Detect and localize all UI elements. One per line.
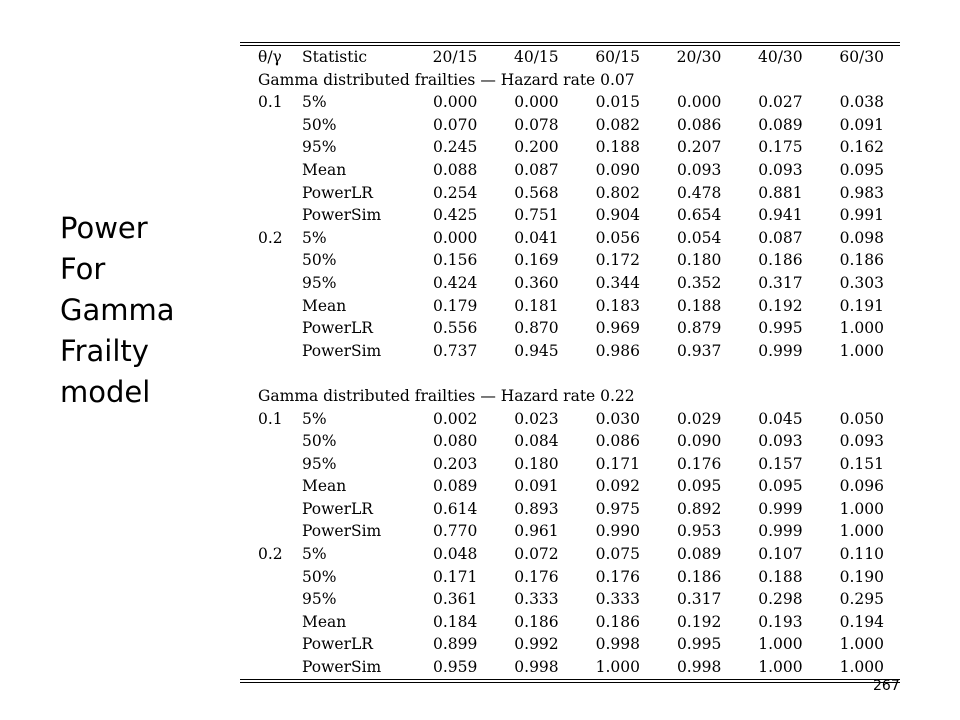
value-cell: 0.030 xyxy=(595,409,640,428)
theta-cell xyxy=(240,295,302,318)
value-cell: 0.190 xyxy=(839,567,884,586)
value-cell: 0.961 xyxy=(514,522,559,541)
value-cell: 0.181 xyxy=(514,296,559,315)
column-header: θ/γ xyxy=(258,48,282,66)
value-cell: 0.186 xyxy=(758,251,803,270)
table-body xyxy=(240,69,900,679)
value-cell: 0.186 xyxy=(676,567,722,586)
value-cell: 0.183 xyxy=(595,296,640,315)
theta-cell: 0.1 xyxy=(258,409,283,428)
table-row xyxy=(240,136,900,159)
value-cell: 0.089 xyxy=(432,477,478,496)
value-cell: 0.107 xyxy=(758,545,803,564)
statistic-cell: 50% xyxy=(302,251,337,270)
value-cell: 0.084 xyxy=(514,432,559,451)
theta-cell xyxy=(240,520,302,543)
value-cell: 0.175 xyxy=(758,138,803,157)
value-cell: 1.000 xyxy=(839,341,884,360)
value-cell: 0.188 xyxy=(595,138,640,157)
value-cell: 0.169 xyxy=(514,251,559,270)
slide-title-line: Power xyxy=(60,211,148,245)
statistic-cell: PowerSim xyxy=(302,206,382,225)
value-cell: 0.086 xyxy=(595,432,640,451)
value-cell: 0.945 xyxy=(514,341,559,360)
value-cell: 0.093 xyxy=(676,160,722,179)
value-cell: 0.999 xyxy=(758,341,803,360)
statistic-cell: 95% xyxy=(302,138,337,157)
value-cell: 0.303 xyxy=(839,273,884,292)
value-cell: 0.317 xyxy=(676,590,722,609)
table-row xyxy=(240,204,900,227)
value-cell: 0.344 xyxy=(595,273,640,292)
table-row xyxy=(240,475,900,498)
bottom-rule xyxy=(240,679,900,683)
table-row xyxy=(240,91,900,114)
value-cell: 0.171 xyxy=(595,454,640,473)
section-title: Gamma distributed frailties — Hazard rate 0.07 xyxy=(258,70,635,89)
column-header: Statistic xyxy=(302,48,368,66)
value-cell: 0.093 xyxy=(758,160,803,179)
value-cell: 0.188 xyxy=(758,567,803,586)
value-cell: 0.156 xyxy=(432,251,478,270)
value-cell: 0.424 xyxy=(432,273,478,292)
theta-cell: 0.2 xyxy=(258,228,283,247)
value-cell: 1.000 xyxy=(595,658,640,677)
theta-cell xyxy=(240,656,302,679)
statistic-cell: Mean xyxy=(302,296,347,315)
slide-title xyxy=(60,208,175,413)
value-cell: 0.054 xyxy=(676,228,722,247)
value-cell: 0.192 xyxy=(758,296,803,315)
table-row xyxy=(240,453,900,476)
column-header: 60/30 xyxy=(839,48,884,66)
statistic-cell: PowerSim xyxy=(302,658,382,677)
column-header: 60/15 xyxy=(595,48,640,66)
value-cell: 0.095 xyxy=(676,477,722,496)
value-cell: 0.317 xyxy=(758,273,803,292)
value-cell: 0.991 xyxy=(839,206,884,225)
slide-title-line: Gamma xyxy=(60,293,175,327)
value-cell: 0.078 xyxy=(514,115,559,134)
value-cell: 0.041 xyxy=(514,228,559,247)
value-cell: 0.333 xyxy=(514,590,559,609)
value-cell: 0.998 xyxy=(595,635,640,654)
value-cell: 0.995 xyxy=(676,635,722,654)
value-cell: 0.999 xyxy=(758,522,803,541)
value-cell: 0.770 xyxy=(432,522,478,541)
table-row xyxy=(240,633,900,656)
value-cell: 0.959 xyxy=(432,658,478,677)
value-cell: 0.023 xyxy=(514,409,559,428)
value-cell: 0.089 xyxy=(758,115,803,134)
value-cell: 0.194 xyxy=(839,612,884,631)
value-cell: 0.070 xyxy=(432,115,478,134)
results-table-container xyxy=(240,42,900,683)
theta-cell xyxy=(240,475,302,498)
statistic-cell: 5% xyxy=(302,545,327,564)
value-cell: 0.096 xyxy=(839,477,884,496)
value-cell: 0.095 xyxy=(758,477,803,496)
value-cell: 0.038 xyxy=(839,93,884,112)
value-cell: 0.881 xyxy=(758,183,803,202)
statistic-cell: 5% xyxy=(302,409,327,428)
theta-cell: 0.1 xyxy=(258,93,283,112)
statistic-cell: Mean xyxy=(302,612,347,631)
theta-cell xyxy=(240,633,302,656)
value-cell: 0.162 xyxy=(839,138,884,157)
table-row xyxy=(240,227,900,250)
theta-cell xyxy=(240,498,302,521)
statistic-cell: 50% xyxy=(302,567,337,586)
value-cell: 0.352 xyxy=(676,273,722,292)
theta-cell xyxy=(240,159,302,182)
value-cell: 0.091 xyxy=(839,115,884,134)
statistic-cell: 95% xyxy=(302,590,337,609)
value-cell: 0.151 xyxy=(839,454,884,473)
statistic-cell: PowerSim xyxy=(302,341,382,360)
value-cell: 0.737 xyxy=(432,341,478,360)
value-cell: 0.179 xyxy=(432,296,478,315)
value-cell: 0.176 xyxy=(595,567,640,586)
statistic-cell: PowerLR xyxy=(302,183,373,202)
value-cell: 0.086 xyxy=(676,115,722,134)
value-cell: 0.088 xyxy=(432,160,478,179)
value-cell: 0.087 xyxy=(758,228,803,247)
value-cell: 0.075 xyxy=(595,545,640,564)
table-row xyxy=(240,340,900,363)
value-cell: 0.986 xyxy=(595,341,640,360)
value-cell: 0.999 xyxy=(758,499,803,518)
theta-cell xyxy=(240,566,302,589)
table-row xyxy=(240,611,900,634)
value-cell: 1.000 xyxy=(758,658,803,677)
value-cell: 1.000 xyxy=(839,635,884,654)
value-cell: 0.893 xyxy=(514,499,559,518)
value-cell: 0.975 xyxy=(595,499,640,518)
value-cell: 0.027 xyxy=(758,93,803,112)
page-number: 267 xyxy=(873,678,900,694)
value-cell: 1.000 xyxy=(839,658,884,677)
results-table xyxy=(240,46,900,679)
value-cell: 0.176 xyxy=(676,454,722,473)
value-cell: 0.995 xyxy=(758,319,803,338)
value-cell: 0.254 xyxy=(432,183,478,202)
spacer-cell xyxy=(240,362,900,385)
value-cell: 1.000 xyxy=(839,319,884,338)
table-row xyxy=(240,543,900,566)
value-cell: 1.000 xyxy=(758,635,803,654)
value-cell: 0.191 xyxy=(839,296,884,315)
value-cell: 0.000 xyxy=(432,228,478,247)
table-row xyxy=(240,520,900,543)
value-cell: 0.998 xyxy=(514,658,559,677)
value-cell: 0.000 xyxy=(514,93,559,112)
statistic-cell: PowerLR xyxy=(302,499,373,518)
value-cell: 0.556 xyxy=(432,319,478,338)
column-header: 20/15 xyxy=(432,48,478,66)
table-row xyxy=(240,159,900,182)
value-cell: 0.203 xyxy=(432,454,478,473)
value-cell: 0.200 xyxy=(514,138,559,157)
value-cell: 0.904 xyxy=(595,206,640,225)
value-cell: 0.000 xyxy=(432,93,478,112)
table-row xyxy=(240,498,900,521)
theta-cell xyxy=(240,249,302,272)
theta-cell xyxy=(240,317,302,340)
theta-cell xyxy=(240,611,302,634)
value-cell: 0.180 xyxy=(676,251,722,270)
value-cell: 0.090 xyxy=(595,160,640,179)
value-cell: 0.095 xyxy=(839,160,884,179)
theta-cell xyxy=(240,588,302,611)
header-row xyxy=(240,46,900,69)
value-cell: 0.899 xyxy=(432,635,478,654)
value-cell: 0.879 xyxy=(676,319,722,338)
statistic-cell: 5% xyxy=(302,93,327,112)
theta-cell xyxy=(240,182,302,205)
value-cell: 0.110 xyxy=(839,545,884,564)
value-cell: 0.333 xyxy=(595,590,640,609)
value-cell: 0.091 xyxy=(514,477,559,496)
theta-cell xyxy=(240,136,302,159)
value-cell: 0.098 xyxy=(839,228,884,247)
theta-cell xyxy=(240,114,302,137)
table-row xyxy=(240,182,900,205)
statistic-cell: 50% xyxy=(302,432,337,451)
section-header-row xyxy=(240,385,900,408)
value-cell: 0.614 xyxy=(432,499,478,518)
value-cell: 0.992 xyxy=(514,635,559,654)
value-cell: 0.050 xyxy=(839,409,884,428)
value-cell: 0.093 xyxy=(839,432,884,451)
table-row xyxy=(240,656,900,679)
value-cell: 0.295 xyxy=(839,590,884,609)
theta-cell xyxy=(240,430,302,453)
value-cell: 0.188 xyxy=(676,296,722,315)
value-cell: 0.425 xyxy=(432,206,478,225)
theta-cell xyxy=(240,453,302,476)
value-cell: 0.045 xyxy=(758,409,803,428)
value-cell: 0.245 xyxy=(432,138,478,157)
value-cell: 0.092 xyxy=(595,477,640,496)
value-cell: 0.089 xyxy=(676,545,722,564)
column-header: 40/15 xyxy=(513,48,559,66)
value-cell: 0.176 xyxy=(514,567,559,586)
statistic-cell: 95% xyxy=(302,273,337,292)
value-cell: 0.361 xyxy=(432,590,478,609)
theta-cell: 0.2 xyxy=(258,545,283,564)
table-row xyxy=(240,295,900,318)
value-cell: 0.892 xyxy=(676,499,722,518)
table-row xyxy=(240,408,900,431)
statistic-cell: PowerSim xyxy=(302,522,382,541)
section-title: Gamma distributed frailties — Hazard rate 0.22 xyxy=(258,386,635,405)
value-cell: 0.983 xyxy=(839,183,884,202)
value-cell: 0.998 xyxy=(676,658,722,677)
statistic-cell: PowerLR xyxy=(302,635,373,654)
value-cell: 0.186 xyxy=(839,251,884,270)
value-cell: 0.937 xyxy=(676,341,722,360)
value-cell: 0.015 xyxy=(595,93,640,112)
value-cell: 0.184 xyxy=(432,612,478,631)
value-cell: 0.870 xyxy=(514,319,559,338)
table-row xyxy=(240,430,900,453)
statistic-cell: 5% xyxy=(302,228,327,247)
table-row xyxy=(240,114,900,137)
value-cell: 0.090 xyxy=(676,432,722,451)
statistic-cell: Mean xyxy=(302,477,347,496)
statistic-cell: 95% xyxy=(302,454,337,473)
column-header: 40/30 xyxy=(757,48,803,66)
value-cell: 1.000 xyxy=(839,522,884,541)
value-cell: 0.082 xyxy=(595,115,640,134)
value-cell: 0.969 xyxy=(595,319,640,338)
value-cell: 0.171 xyxy=(432,567,478,586)
statistic-cell: Mean xyxy=(302,160,347,179)
value-cell: 0.207 xyxy=(676,138,722,157)
value-cell: 0.953 xyxy=(676,522,722,541)
theta-cell xyxy=(240,204,302,227)
spacer-row xyxy=(240,362,900,385)
value-cell: 0.072 xyxy=(514,545,559,564)
value-cell: 0.751 xyxy=(514,206,559,225)
value-cell: 0.802 xyxy=(595,183,640,202)
table-row xyxy=(240,588,900,611)
value-cell: 0.093 xyxy=(758,432,803,451)
table-row xyxy=(240,272,900,295)
value-cell: 0.048 xyxy=(432,545,478,564)
value-cell: 0.360 xyxy=(514,273,559,292)
value-cell: 0.186 xyxy=(514,612,559,631)
slide-title-line: For xyxy=(60,252,106,286)
statistic-cell: 50% xyxy=(302,115,337,134)
value-cell: 0.568 xyxy=(514,183,559,202)
table-row xyxy=(240,317,900,340)
value-cell: 0.654 xyxy=(676,206,722,225)
statistic-cell: PowerLR xyxy=(302,319,373,338)
value-cell: 0.192 xyxy=(676,612,722,631)
table-row xyxy=(240,566,900,589)
value-cell: 0.087 xyxy=(514,160,559,179)
value-cell: 0.172 xyxy=(595,251,640,270)
value-cell: 0.990 xyxy=(595,522,640,541)
value-cell: 0.029 xyxy=(676,409,722,428)
value-cell: 0.193 xyxy=(758,612,803,631)
theta-cell xyxy=(240,272,302,295)
value-cell: 0.941 xyxy=(758,206,803,225)
slide-title-line: Frailty xyxy=(60,334,149,368)
value-cell: 0.000 xyxy=(676,93,722,112)
theta-cell xyxy=(240,340,302,363)
value-cell: 0.157 xyxy=(758,454,803,473)
value-cell: 0.478 xyxy=(676,183,722,202)
column-header: 20/30 xyxy=(676,48,722,66)
value-cell: 0.080 xyxy=(432,432,478,451)
value-cell: 0.002 xyxy=(432,409,478,428)
value-cell: 0.186 xyxy=(595,612,640,631)
slide-title-line: model xyxy=(60,375,151,409)
value-cell: 0.180 xyxy=(514,454,559,473)
table-row xyxy=(240,249,900,272)
value-cell: 0.298 xyxy=(758,590,803,609)
section-header-row xyxy=(240,69,900,92)
value-cell: 1.000 xyxy=(839,499,884,518)
value-cell: 0.056 xyxy=(595,228,640,247)
